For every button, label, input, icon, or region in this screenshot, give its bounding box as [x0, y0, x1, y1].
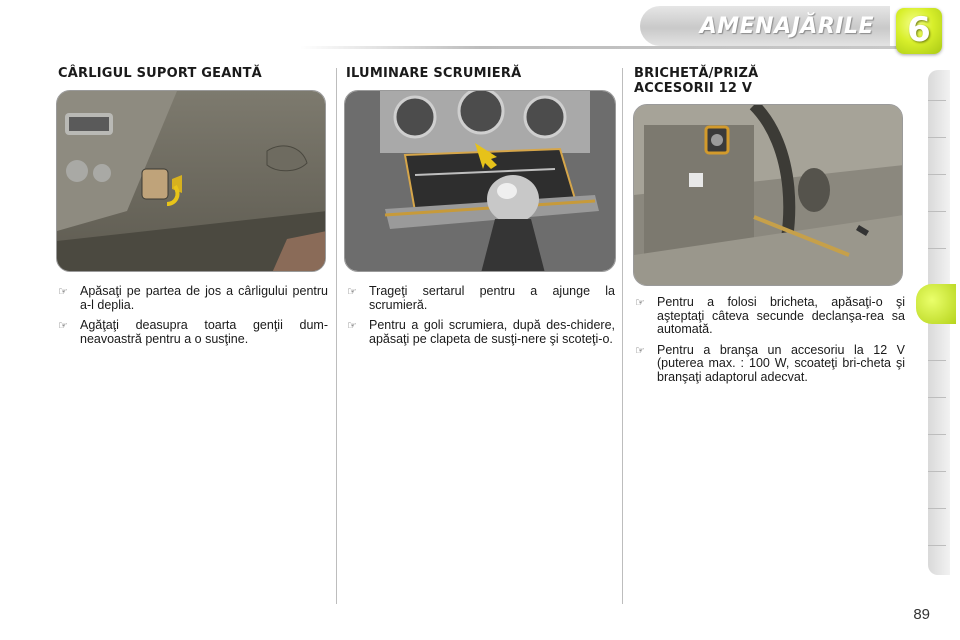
header-rule — [300, 46, 900, 49]
item-text: Pentru a goli scrumiera, după des-chidere, apăsaţi pe clapeta de susţi-nere şi scoteţi-o. — [369, 318, 615, 346]
item-text: Trageţi sertarul pentru a ajunge la scrumieră. — [369, 284, 615, 312]
ashtray-photo — [344, 90, 616, 272]
chapter-title: AMENAJĂRILE — [699, 14, 874, 39]
list-item — [58, 285, 328, 312]
hand-pointer-icon: ☞ — [58, 286, 68, 298]
section-title-line: BRICHETĂ/PRIZĂ — [634, 66, 759, 81]
hand-pointer-icon: ☞ — [635, 297, 645, 309]
section-title-bag-hook: CÂRLIGUL SUPORT GEANTĂ — [58, 66, 262, 81]
bag-hook-photo — [56, 90, 326, 272]
chapter-number: 6 — [907, 10, 931, 50]
tab-divider — [928, 397, 946, 398]
item-text: Pentru a folosi bricheta, apăsaţi-o şi aşteptaţi câteva secunde declanşa-rea sa automată. — [657, 295, 905, 336]
section-title-ashtray: ILUMINARE SCRUMIERĂ — [346, 66, 522, 81]
tab-divider — [928, 434, 946, 435]
section-title-line: ACCESORII 12 V — [634, 81, 753, 96]
tab-divider — [928, 545, 946, 546]
tab-divider — [928, 360, 946, 361]
tab-divider — [928, 508, 946, 509]
chapter-tab-active[interactable] — [916, 284, 956, 324]
tab-divider — [928, 100, 946, 101]
list-item — [347, 319, 615, 346]
list-item — [58, 319, 328, 346]
tab-divider — [928, 211, 946, 212]
column-divider — [336, 68, 337, 604]
tab-divider — [928, 174, 946, 175]
page-number: 89 — [913, 606, 930, 623]
hand-pointer-icon: ☞ — [635, 344, 645, 357]
section-title-lighter — [634, 66, 758, 96]
lighter-instructions — [635, 296, 905, 391]
tab-divider — [928, 471, 946, 472]
column-divider — [622, 68, 623, 604]
hand-pointer-icon: ☞ — [347, 286, 357, 298]
item-text: Apăsaţi pe partea de jos a cârligului pentru a-l deplia. — [80, 284, 328, 312]
tab-divider — [928, 137, 946, 138]
hand-pointer-icon: ☞ — [347, 320, 357, 332]
chapter-badge — [896, 8, 942, 54]
list-item — [347, 285, 615, 312]
tab-divider — [928, 248, 946, 249]
item-text: Agăţaţi deasupra toarta genţii dum-neavoastră pentru a o susţine. — [80, 318, 328, 346]
item-text: Pentru a branşa un accesoriu la 12 V (puterea max. : 100 W, scoateţi bri-cheta şi branşaţi adaptorul adecvat. — [657, 342, 905, 384]
list-item — [635, 296, 905, 337]
bag-hook-instructions — [58, 285, 328, 353]
hand-pointer-icon: ☞ — [58, 320, 68, 332]
lighter-socket-photo — [633, 104, 903, 286]
page-header — [0, 0, 960, 58]
list-item — [635, 344, 905, 385]
ashtray-instructions — [347, 285, 615, 353]
